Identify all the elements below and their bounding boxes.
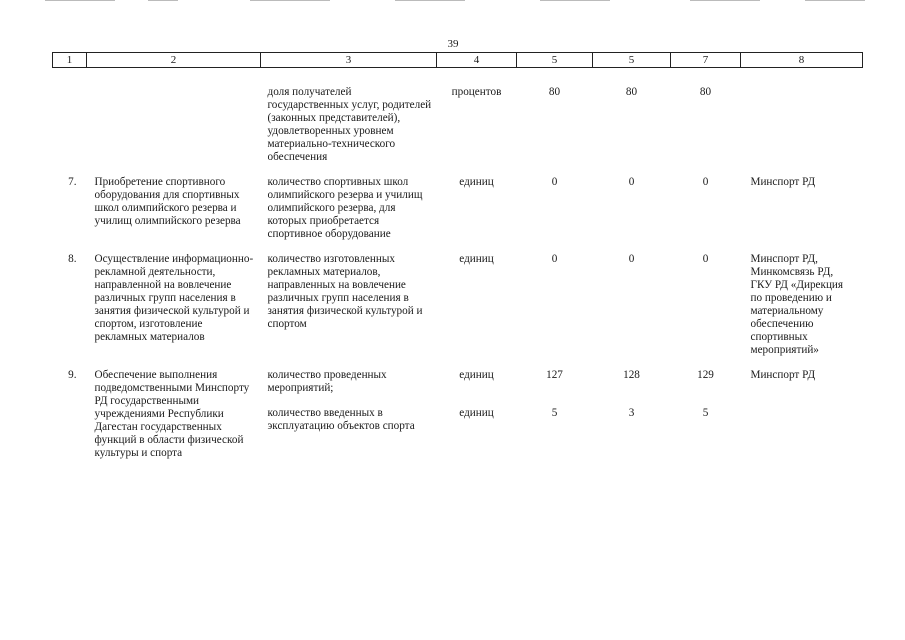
unit-label: единиц — [459, 369, 494, 381]
indicator-value: 3 — [628, 407, 635, 419]
page-number: 39 — [447, 38, 459, 50]
column-header-1: 1 — [53, 53, 87, 68]
value-cell-3 — [671, 357, 741, 460]
executor-name: Минспорт РД — [750, 176, 816, 188]
scan-edge-line — [250, 0, 330, 1]
column-header-6: 5 — [593, 53, 671, 68]
measure-name: Осуществление информационно-рекламной деятельности, направленной на вовлечение различных групп населения в занятия физической культурой и спортом, изготовление рекламных материалов — [94, 253, 254, 343]
table-row — [53, 241, 863, 357]
unit-label: единиц — [459, 253, 494, 265]
scan-edge-line — [45, 0, 115, 1]
scan-edge-line — [395, 0, 465, 1]
scan-edge-line — [805, 0, 865, 1]
indicator-name: количество изготовленных рекламных материалов, направленных на вовлечение различных групп населения в занятия физической культурой и спортом — [267, 253, 423, 330]
indicator-name: доля получателей государственных услуг, родителей (законных представителей), удовлетворенных уровнем материально-технического обеспечения — [267, 86, 432, 163]
measure-name — [87, 68, 261, 165]
indicator-name: количество проведенных мероприятий; — [267, 369, 387, 394]
indicator-cell — [261, 241, 437, 357]
column-header-5: 5 — [517, 53, 593, 68]
indicator-value: 80 — [699, 86, 712, 98]
indicator-cell — [261, 357, 437, 460]
executor-name: Минспорт РД, Минкомсвязь РД, ГКУ РД «Дирекция по проведению и материальному обеспечению спортивных мероприятий» — [750, 253, 844, 356]
executor-name — [741, 68, 863, 165]
value-cell-2 — [593, 68, 671, 165]
value-cell-1 — [517, 357, 593, 460]
measures-table — [52, 52, 863, 460]
value-cell-1 — [517, 241, 593, 357]
unit-cell — [437, 68, 517, 165]
measure-name: Обеспечение выполнения подведомственными Минспорту РД государственными учреждениями Республики Дагестан государственных функций в области физической культуры и спорта — [94, 369, 250, 459]
indicator-value: 128 — [623, 369, 640, 381]
indicator-value: 5 — [551, 407, 558, 419]
row-number: 7. — [68, 176, 77, 188]
row-number: 9. — [68, 369, 77, 381]
scan-edge-line — [690, 0, 760, 1]
indicator-cell — [261, 68, 437, 165]
indicator-value: 0 — [702, 176, 709, 188]
unit-label: единиц — [459, 176, 494, 188]
unit-cell — [437, 164, 517, 241]
indicator-value: 80 — [625, 86, 638, 98]
column-header-2: 2 — [87, 53, 261, 68]
indicator-value: 0 — [551, 176, 558, 188]
table-row — [53, 68, 863, 165]
column-header-3: 3 — [261, 53, 437, 68]
indicator-value: 0 — [628, 176, 635, 188]
unit-cell — [437, 241, 517, 357]
value-cell-3 — [671, 68, 741, 165]
indicator-value: 80 — [548, 86, 561, 98]
value-cell-1 — [517, 164, 593, 241]
value-cell-2 — [593, 164, 671, 241]
indicator-value: 0 — [551, 253, 558, 265]
unit-label: процентов — [451, 86, 502, 98]
value-cell-3 — [671, 164, 741, 241]
indicator-value: 5 — [702, 407, 709, 419]
value-cell-3 — [671, 241, 741, 357]
indicator-value: 0 — [628, 253, 635, 265]
unit-cell — [437, 357, 517, 460]
value-cell-2 — [593, 241, 671, 357]
column-header-7: 7 — [671, 53, 741, 68]
scan-edge-line — [540, 0, 610, 1]
measure-name: Приобретение спортивного оборудования для спортивных школ олимпийского резерва и училищ олимпийского резерва — [94, 176, 241, 227]
executor-name: Минспорт РД — [750, 369, 816, 381]
row-number — [53, 68, 87, 165]
indicator-name: количество спортивных школ олимпийского резерва и училищ олимпийского резерва, для которых приобретается спортивное оборудование — [267, 176, 423, 240]
row-number: 8. — [68, 253, 77, 265]
value-cell-1 — [517, 68, 593, 165]
indicator-value: 0 — [702, 253, 709, 265]
column-header-4: 4 — [437, 53, 517, 68]
table-row — [53, 357, 863, 460]
indicator-name: количество введенных в эксплуатацию объектов спорта — [267, 407, 415, 432]
column-header-8: 8 — [741, 53, 863, 68]
unit-label: единиц — [459, 407, 494, 419]
indicator-value: 127 — [546, 369, 563, 381]
value-cell-2 — [593, 357, 671, 460]
indicator-value: 129 — [697, 369, 714, 381]
scan-edge-line — [148, 0, 178, 1]
table-row — [53, 164, 863, 241]
header-row — [53, 53, 863, 68]
indicator-cell — [261, 164, 437, 241]
